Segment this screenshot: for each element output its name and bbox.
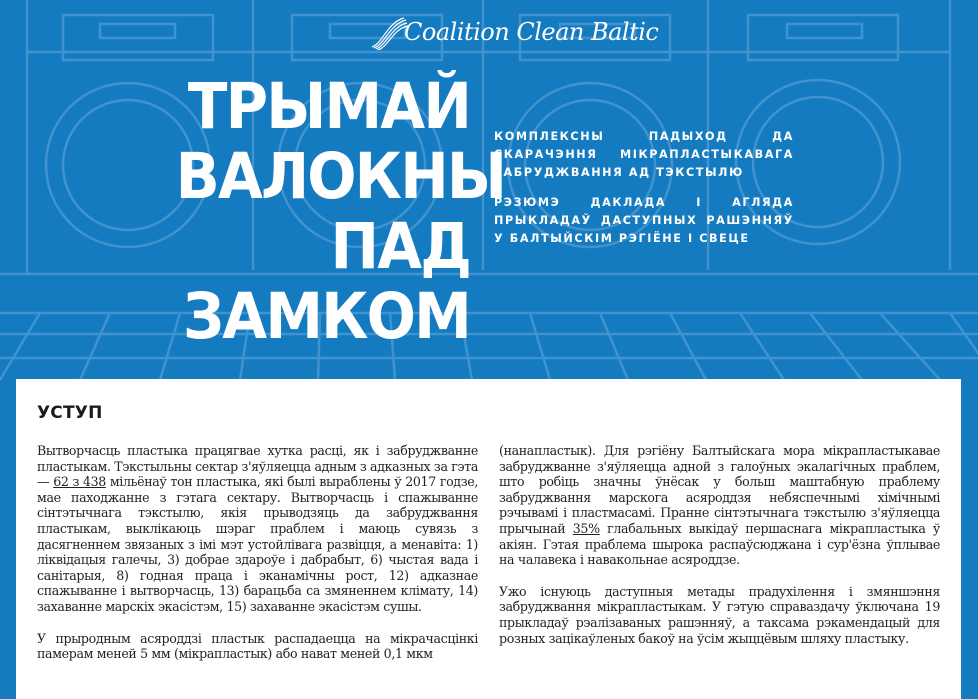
intro-card bbox=[16, 379, 961, 699]
title-line-3: ПАД bbox=[330, 210, 470, 283]
title-line-4: ЗАМКОМ bbox=[182, 280, 470, 353]
paragraph-text: Вытворчасць пластыка працягвае хутка расці, як і забруджванне пластыкам. Тэкстыльны сектар з'яўляецца адным з адказных за гэта — bbox=[37, 443, 478, 490]
page-title bbox=[175, 70, 506, 353]
paragraph: У прыродным асяроддзі пластык распадаецца на мікрачасцінкі памерам меней 5 мм (мікрапластык) або нават меней 0,1 мкм bbox=[37, 630, 478, 662]
logo-text: Coalition Clean Baltic bbox=[404, 18, 659, 46]
paragraph bbox=[499, 443, 940, 568]
paragraph-text: (нанапластык). Для рэгіёну Балтыйскага мора мікрапластыкавае забруджванне з'яўляецца адной з галоўных экалагічных праблем, што робіць значны ўнёсак у больш маштабную праблему забруджвання марскога асяроддзя небяспечнымі хімічнымі рэчывамі і пластмасамі. Пранне сінтэтычнага тэкстылю з'яўляецца прычынай bbox=[499, 443, 940, 536]
section-title: УСТУП bbox=[37, 403, 103, 423]
link-62-of-438[interactable]: 62 з 438 bbox=[53, 474, 106, 490]
title-line-2: ВАЛОКНЫ bbox=[175, 140, 506, 213]
title-line-1: ТРЫМАЙ bbox=[187, 70, 471, 143]
paragraph bbox=[37, 443, 478, 615]
link-35-percent[interactable]: 35% bbox=[572, 520, 600, 536]
subtitle-1: КОМПЛЕКСНЫ ПАДЫХОД ДА СКАРАЧЭННЯ МІКРАПЛАСТЫКАВАГА ЗАБРУДЖВАННЯ АД ТЭКСТЫЛЮ bbox=[494, 130, 794, 179]
paragraph: Ужо існуюць даступныя метады прадухілення і змяншэння забруджвання мікрапластыкам. У гэтую справаздачу ўключана 19 прыкладаў рэалізаваных рашэнняў, а таксама рэкамендацый для розных зацікаўленых бакоў на ўсім жыццёвым шляху пластыку. bbox=[499, 583, 940, 646]
paragraph-text: мільёнаў тон пластыка, які былі выраблены ў 2017 годзе, мае паходжанне з гэтага сектару. Вытворчасць і спажыванне сінтэтычнага тэкстылю, якія прыводзяць да забруджвання пластыкам, выклікаюць шэраг праблем і маюць сувязь з дасягненнем звязаных з імі мэт устойлівага развіцця, а менавіта: 1) ліквідацыя галечы, 3) добрае здароўе і дабрабыт, 6) чыстая вада і санітарыя, 8) годная праца і эканамічны рост, 12) адказнае спажыванне і вытворчасць, 13) барацьба са змяненнем клімату, 14) захаванне марскіх экасістэм, 15) захаванне экасістэм сушы. bbox=[37, 474, 478, 614]
subtitle-2: РЭЗЮМЭ ДАКЛАДА І АГЛЯДА ПРЫКЛАДАЎ ДАСТУПНЫХ РАШЭННЯЎ У БАЛТЫЙСКІМ РЭГІЁНЕ І СВЕЦЕ bbox=[494, 196, 794, 245]
coalition-clean-baltic-logo bbox=[370, 12, 658, 52]
text-column-2 bbox=[499, 443, 940, 662]
paragraph-text: глабальных выкідаў першаснага мікрапластыка ў акіян. Гэтая праблема шырока распаўсюджана і сур'ёзна ўплывае на чалавека і навакольнае асяроддзе. bbox=[499, 520, 940, 568]
text-column-1 bbox=[37, 443, 478, 678]
subtitle-block bbox=[494, 128, 794, 260]
